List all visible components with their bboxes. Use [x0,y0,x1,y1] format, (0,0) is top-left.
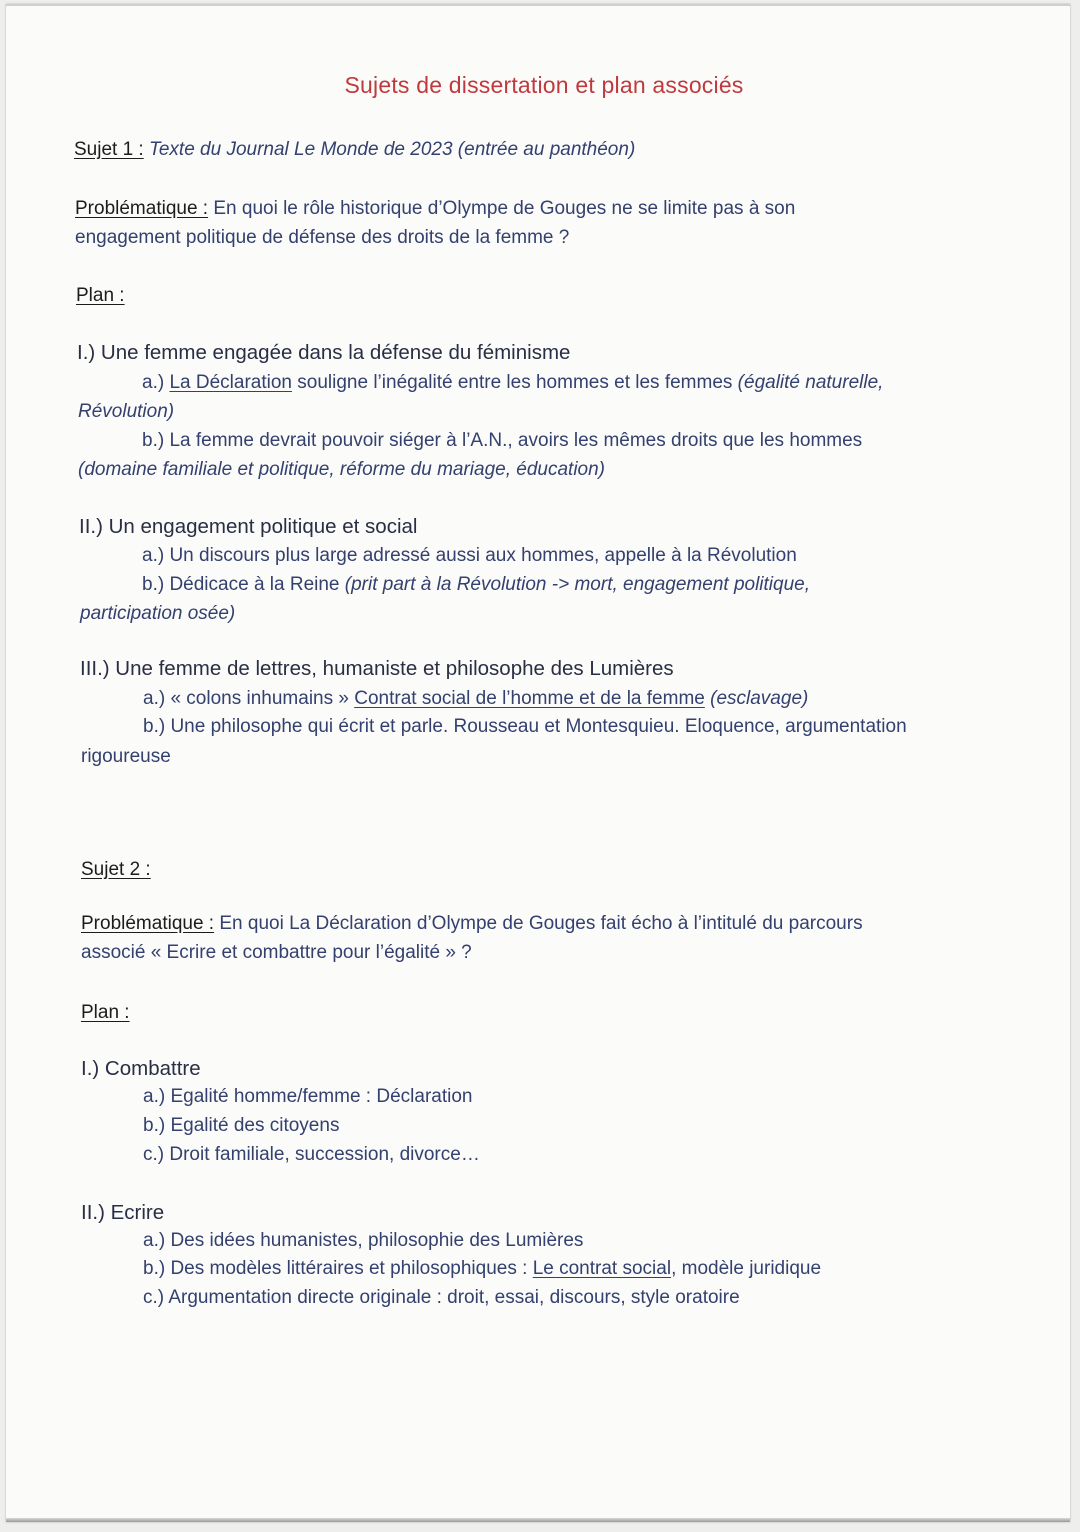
sujet1-part1-a [142,368,883,397]
sujet2-part2-c: c.) Argumentation directe originale : droit, essai, discours, style oratoire [143,1287,740,1308]
sujet2-plan-label: Plan : [81,1002,130,1023]
sujet1-part1-a-link: La Déclaration [169,372,292,393]
sujet1-label: Sujet 1 : [74,139,144,160]
sujet1-part3-a-text: a.) « colons inhumains » [143,688,349,709]
sujet1-text: Texte du Journal Le Monde de 2023 (entrée au panthéon) [149,139,636,160]
sujet1-part2-a: a.) Un discours plus large adressé aussi aux hommes, appelle à la Révolution [142,545,797,566]
sujet1-plan-label: Plan : [76,285,125,306]
sujet2-problematique-label: Problématique : [81,913,215,934]
sujet2-part1-c: c.) Droit familiale, succession, divorce… [143,1144,480,1165]
sujet2-part2-title: II.) Ecrire [81,1201,165,1224]
sujet1-problematique-line2: engagement politique de défense des droits de la femme ? [75,227,570,248]
sujet2-plan-line [81,998,130,1027]
sujet2-part2-b [143,1254,821,1283]
sujet1-part2-b-text: b.) Dédicace à la Reine [142,574,340,595]
sujet2-part2-b-suffix: , modèle juridique [671,1258,822,1279]
sujet1-part1-b-note: (domaine familiale et politique, réforme du mariage, éducation) [78,459,605,480]
sujet1-part1-a-note: (égalité naturelle, [737,372,884,393]
sujet1-part2-b-note-cont: participation osée) [80,603,236,624]
sujet2-part1-b: b.) Egalité des citoyens [143,1115,340,1136]
sujet2-label: Sujet 2 : [81,859,151,880]
sujet1-problematique-label: Problématique : [75,198,209,219]
sujet1-part3-b: b.) Une philosophe qui écrit et parle. Rousseau et Montesquieu. Eloquence, argumentation [143,716,907,737]
sujet2-part2-b-link: Le contrat social [532,1258,672,1279]
sujet1-problematique-text1: En quoi le rôle historique d’Olympe de Gouges ne se limite pas à son [213,198,796,219]
sujet1-line [74,135,635,164]
sujet1-part2-title: II.) Un engagement politique et social [79,515,418,538]
sujet1-part1-b: b.) La femme devrait pouvoir siéger à l’A.N., avoirs les mêmes droits que les hommes [142,430,863,451]
page-bottom-edge [6,1518,1070,1522]
sujet2-part2-a: a.) Des idées humanistes, philosophie des Lumières [143,1230,584,1251]
sujet1-part3-title: III.) Une femme de lettres, humaniste et philosophe des Lumières [80,657,674,680]
sujet1-problematique-line1 [75,194,795,223]
sujet1-part1-a-text: souligne l’inégalité entre les hommes et les femmes [297,372,733,393]
sujet2-part1-title: I.) Combattre [81,1057,201,1080]
sujet1-part1-a-note-cont: Révolution) [78,401,175,422]
sujet2-problematique-line2: associé « Ecrire et combattre pour l’égalité » ? [81,942,472,963]
sujet1-part3-b-cont: rigoureuse [81,746,171,767]
sujet2-line [81,855,151,884]
sujet1-part2-b [142,570,810,599]
sujet2-problematique-line1 [81,909,863,938]
page-top-edge [6,4,1070,6]
sujet2-problematique-text1: En quoi La Déclaration d’Olympe de Gouges fait écho à l’intitulé du parcours [219,913,863,934]
sujet1-part1-title: I.) Une femme engagée dans la défense du féminisme [77,341,571,364]
sujet1-plan-line [76,281,125,310]
sujet1-part2-b-note: (prit part à la Révolution -> mort, engagement politique, [344,574,811,595]
sujet1-part3-a [143,684,808,713]
sujet1-part3-a-link: Contrat social de l’homme et de la femme [354,688,705,709]
sujet1-part1-a-prefix: a.) [142,372,165,393]
sujet2-part2-b-prefix: b.) Des modèles littéraires et philosophiques : [143,1258,528,1279]
document-page [6,4,1070,1522]
sujet1-part3-a-note: (esclavage) [710,688,809,709]
sujet2-part1-a: a.) Egalité homme/femme : Déclaration [143,1086,473,1107]
document-title: Sujets de dissertation et plan associés [344,72,744,98]
